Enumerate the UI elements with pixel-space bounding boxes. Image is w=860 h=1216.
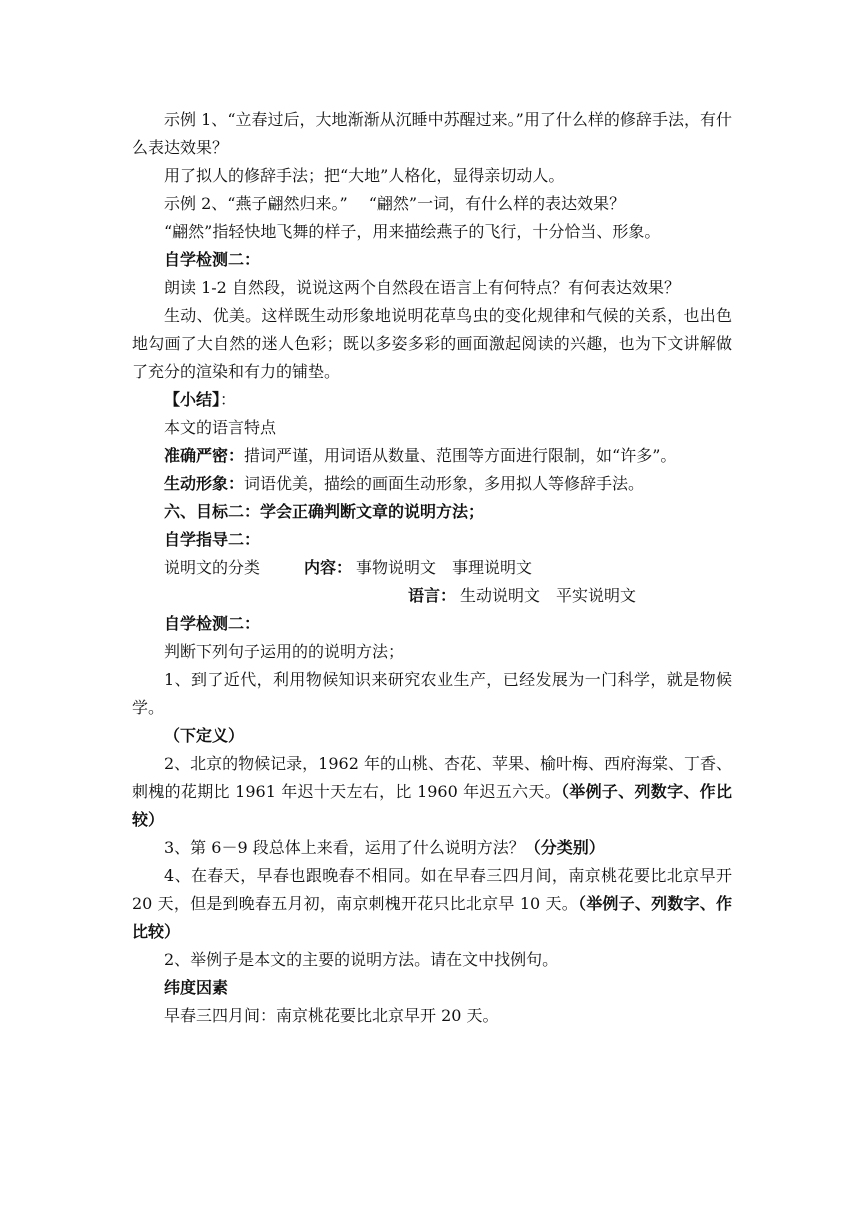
example-1-answer: 用了拟人的修辞手法；把“大地”人格化，显得亲切动人。 [164,166,565,185]
example-2-answer: “翩然”指轻快地飞舞的样子，用来描绘燕子的飞行，十分恰当、形象。 [164,222,661,241]
summary-vivid [132,470,732,498]
self-test-heading-1: 自学检测二： [164,250,261,269]
self-test-heading-2: 自学检测二： [164,614,261,633]
vivid-text: 词语优美，描绘的画面生动形象，多用拟人等修辞手法。 [244,474,645,493]
language-key: 语言： [408,586,457,605]
summary-colon: ： [220,390,237,409]
question-3 [132,834,732,862]
self-test-answer-1: 生动、优美。这样既生动形象地说明花草鸟虫的变化规律和气候的关系，也出色地勾画了大自然的迷人色彩；既以多姿多彩的画面激起阅读的兴趣，也为下文讲解做了充分的渲染和有力的铺垫。 [132,306,732,381]
accurate-label: 准确严密： [164,446,245,465]
summary-subtitle: 本文的语言特点 [164,418,277,437]
classification-label: 说明文的分类 [164,558,261,577]
classification-row-content [132,554,732,582]
content-values: 事物说明文 事理说明文 [356,558,533,577]
example-2-question: 示例 2、“燕子翩然归来。” “翩然”一词，有什么样的表达效果？ [164,194,626,213]
answer-4: （举例子、列数字、作比较） [132,894,732,941]
content-key: 内容： [304,558,353,577]
question-4-text: 4、在春天，早春也跟晚春不相同。如在早春三四月间，南京桃花要比北京早开 20 天，但是到晚春五月初，南京刺槐开花只比北京早 10 天。 [132,866,732,913]
summary-heading [132,386,732,414]
language-values: 生动说明文 平实说明文 [460,586,637,605]
vivid-label: 生动形象： [164,474,245,493]
latitude-factor-heading: 纬度因素 [164,978,229,997]
summary-title: 【小结】 [164,390,221,409]
question-3-text: 3、第 6－9 段总体上来看，运用了什么说明方法？ [164,838,525,857]
self-test-question-1: 朗读 1-2 自然段，说说这两个自然段在语言上有何特点？有何表达效果？ [164,278,680,297]
question-2 [132,750,732,834]
summary-accurate [132,442,732,470]
question-1: 1、到了近代，利用物候知识来研究农业生产，已经发展为一门科学，就是物候学。 [132,670,732,717]
question-4 [132,862,732,946]
judge-instruction: 判断下列句子运用的的说明方法； [164,642,405,661]
latitude-factor-example: 早春三四月间：南京桃花要比北京早开 20 天。 [164,1006,499,1025]
classification-row-language [132,582,732,610]
answer-1: （下定义） [164,726,245,745]
example-1-question: 示例 1、“立春过后，大地渐渐从沉睡中苏醒过来。”用了什么样的修辞手法，有什么表达效果？ [132,110,732,157]
example-finding-instruction: 2、举例子是本文的主要的说明方法。请在文中找例句。 [164,950,559,969]
answer-2: （举例子、列数字、作比较） [132,782,732,829]
question-2-text: 2、北京的物候记录，1962 年的山桃、杏花、苹果、榆叶梅、西府海棠、丁香、刺槐的花期比 1961 年迟十天左右，比 1960 年迟五六天。 [132,754,732,801]
accurate-text: 措词严谨，用词语从数量、范围等方面进行限制，如“许多”。 [244,446,677,465]
goal-two-heading: 六、目标二：学会正确判断文章的说明方法； [164,502,485,521]
document-body [132,106,732,1030]
answer-3: （分类别） [524,838,605,857]
self-guide-heading: 自学指导二： [164,530,261,549]
